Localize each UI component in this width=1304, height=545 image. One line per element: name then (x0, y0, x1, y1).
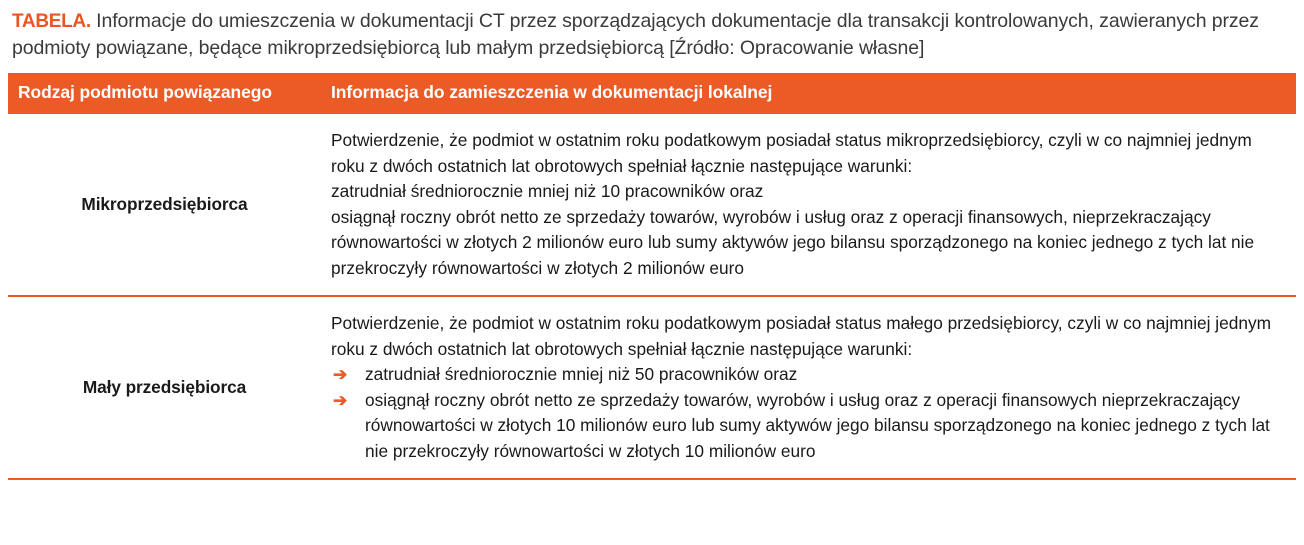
row-condition-1: zatrudniał średniorocznie mniej niż 50 pracowników oraz (365, 364, 798, 384)
caption-label: TABELA. (12, 11, 91, 32)
column-header-info: Informacja do zamieszczenia w dokumentacji lokalnej (321, 73, 1296, 114)
caption-text: Informacje do umieszczenia w dokumentacji CT przez sporządzających dokumentacje dla transakcji kontrolowanych, zawieranych przez podmioty powiązane, będące mikroprzedsiębiorcą lub małym przedsiębiorcą [Źródło: Opracowanie własne] (12, 10, 1259, 59)
table-header-row (8, 73, 1296, 114)
table-row (8, 296, 1296, 479)
table-body (8, 114, 1296, 479)
row-info-content (331, 128, 1286, 281)
row-condition-2: osiągnął roczny obrót netto ze sprzedaży towarów, wyrobów i usług oraz z operacji finansowych, nieprzekraczający równowartości w złotych 2 milionów euro lub sumy aktywów jego bilansu sporządzonego na koniec jednego z tych lat nie przekroczyły równowartości w złotych 2 milionów euro (331, 206, 1255, 278)
table-caption (8, 0, 1296, 62)
row-info-cell (321, 114, 1296, 296)
row-intro-text: Potwierdzenie, że podmiot w ostatnim roku podatkowym posiadał status mikroprzedsiębiorcy, czyli w co najmniej jednym roku z dwóch ostatnich lat obrotowych spełniał łącznie następujące warunki: (331, 130, 1252, 176)
info-table (8, 73, 1296, 480)
arrow-right-icon: ➔ (333, 390, 348, 410)
arrow-right-icon: ➔ (333, 365, 348, 384)
row-info-cell (321, 296, 1296, 479)
row-kind-label: Mikroprzedsiębiorca (8, 114, 321, 296)
conditions-list (331, 362, 1286, 464)
column-header-kind: Rodzaj podmiotu powiązanego (8, 73, 321, 114)
row-intro-text: Potwierdzenie, że podmiot w ostatnim roku podatkowym posiadał status małego przedsiębiorcy, czyli w co najmniej jednym roku z dwóch ostatnich lat obrotowych spełniał łącznie następujące warunki: (331, 313, 1272, 359)
table-header (8, 73, 1296, 114)
row-condition-2: osiągnął roczny obrót netto ze sprzedaży towarów, wyrobów i usług oraz z operacji finansowych nieprzekraczający równowartości w złotych 10 milionów euro lub sumy aktywów jego bilansu sporządzonego na koniec jednego z tych lat nie przekroczyły równowartości w złotych 10 milionów euro (365, 389, 1270, 461)
table-row (8, 114, 1296, 296)
list-item (331, 388, 1286, 465)
row-kind-label: Mały przedsiębiorca (8, 296, 321, 479)
row-condition-1: zatrudniał średniorocznie mniej niż 10 pracowników oraz (331, 181, 764, 201)
list-item (331, 362, 1286, 388)
